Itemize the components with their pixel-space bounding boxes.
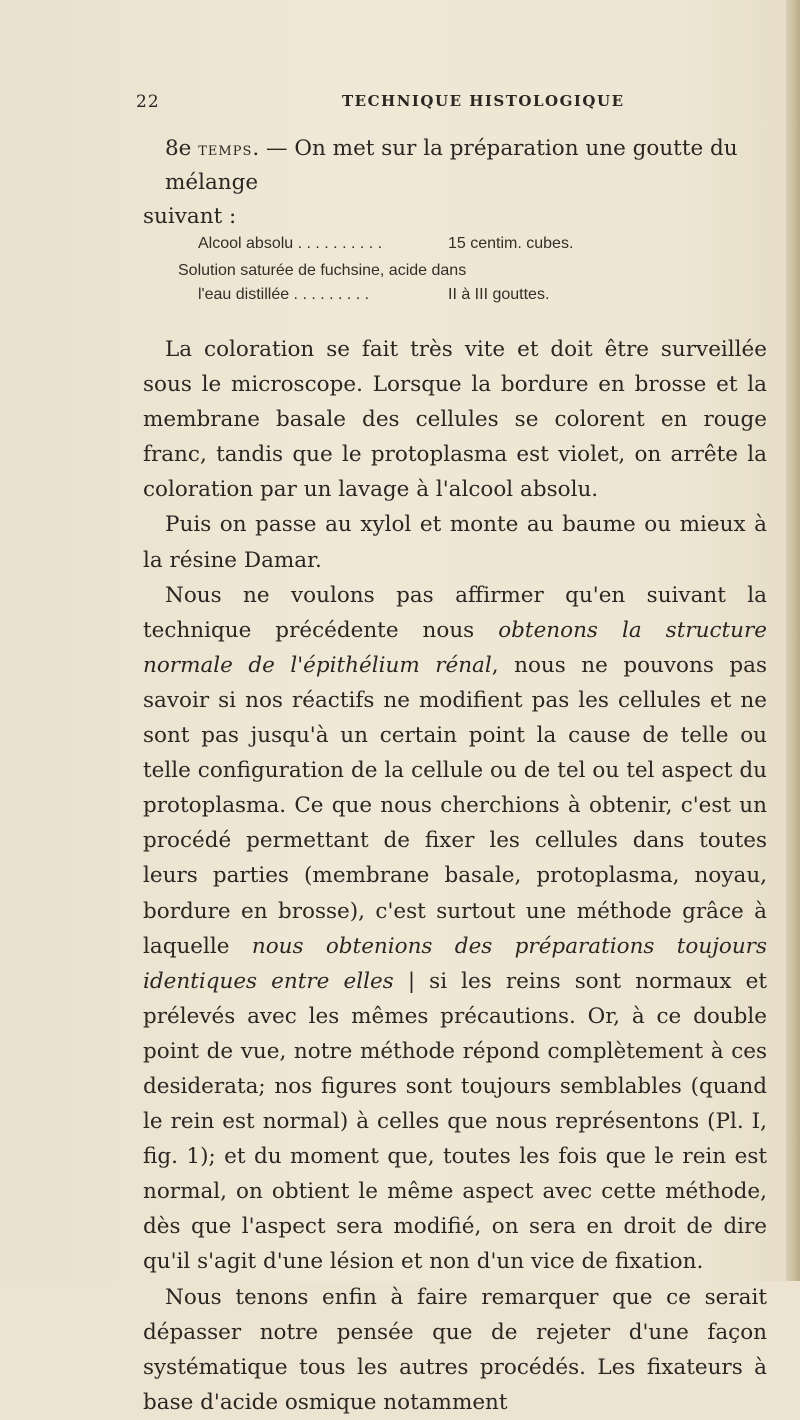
page-number: 22 xyxy=(136,92,160,112)
step-continuation: suivant : xyxy=(143,204,237,229)
paragraph xyxy=(143,578,767,1280)
recipe-row xyxy=(178,259,758,283)
paragraph: La coloration se fait très vite et doit être surveillée sous le microscope. Lorsque la bordure en brosse et la membrane basale des cellules se colorent en rouge franc, tandis que le protoplasma est violet, on arrête la coloration par un lavage à l'alcool absolu. xyxy=(143,337,767,503)
recipe-table xyxy=(178,229,758,307)
paragraph-emphasis: nous obtenions des préparations toujours identiques entre elles xyxy=(143,933,767,994)
page-header xyxy=(136,92,756,114)
recipe-quantity: II à III gouttes. xyxy=(448,286,550,303)
recipe-ingredient: Alcool absolu . . . . . . . . . . xyxy=(198,235,383,252)
step-label: temps xyxy=(198,138,253,160)
paragraph: Puis on passe au xylol et monte au baume ou mieux à la résine Damar. xyxy=(143,512,767,573)
step-number: 8e xyxy=(165,136,192,161)
recipe-ingredient: Solution saturée de fuchsine, acide dans xyxy=(178,262,467,279)
paragraph-emphasis: obtenons la structure normale de l'épithélium rénal xyxy=(143,617,767,678)
paragraph: Nous tenons enfin à faire remarquer que ce serait dépasser notre pensée que de rejeter d'une façon systématique tous les autres procédés. Les fixateurs à base d'acide osmique notamment xyxy=(143,1284,767,1415)
recipe-row xyxy=(198,283,758,307)
body-text xyxy=(143,332,767,1420)
recipe-row xyxy=(198,229,758,259)
recipe-ingredient-cont: l'eau distillée . . . . . . . . . xyxy=(198,286,370,303)
running-head: TECHNIQUE HISTOLOGIQUE xyxy=(342,92,625,110)
step-lead: . — On met sur la préparation une goutte du mélange xyxy=(165,136,738,195)
step-intro xyxy=(143,132,765,234)
paragraph-text: | si les reins sont normaux et prélevés avec les mêmes précautions. Or, à ce double point de vue, notre méthode répond complètement à ces desiderata; nos figures sont toujours semblables (quand le rein est normal) à celles que nous représentons (Pl. I, fig. 1); et du moment que, toutes les fois que le rein est normal, on obtient le même aspect avec cette méthode, dès que l'aspect sera modifié, on sera en droit de dire qu'il s'agit d'une lésion et non d'un vice de fixation. xyxy=(143,968,767,1275)
page-edge xyxy=(786,0,800,1281)
recipe-quantity: 15 centim. cubes. xyxy=(448,235,574,252)
paragraph-text: , nous ne pouvons pas savoir si nos réactifs ne modifient pas les cellules et ne sont pas jusqu'à un certain point la cause de telle ou telle configuration de la cellule ou de tel ou tel aspect du protoplasma. Ce que nous cherchions à obtenir, c'est un procédé permettant de fixer les cellules dans toutes leurs parties (membrane basale, protoplasma, noyau, bordure en brosse), c'est surtout une méthode grâce à laquelle xyxy=(143,652,767,959)
paragraph-text: Nous ne voulons pas affirmer qu'en suivant la technique précédente nous xyxy=(143,582,767,643)
